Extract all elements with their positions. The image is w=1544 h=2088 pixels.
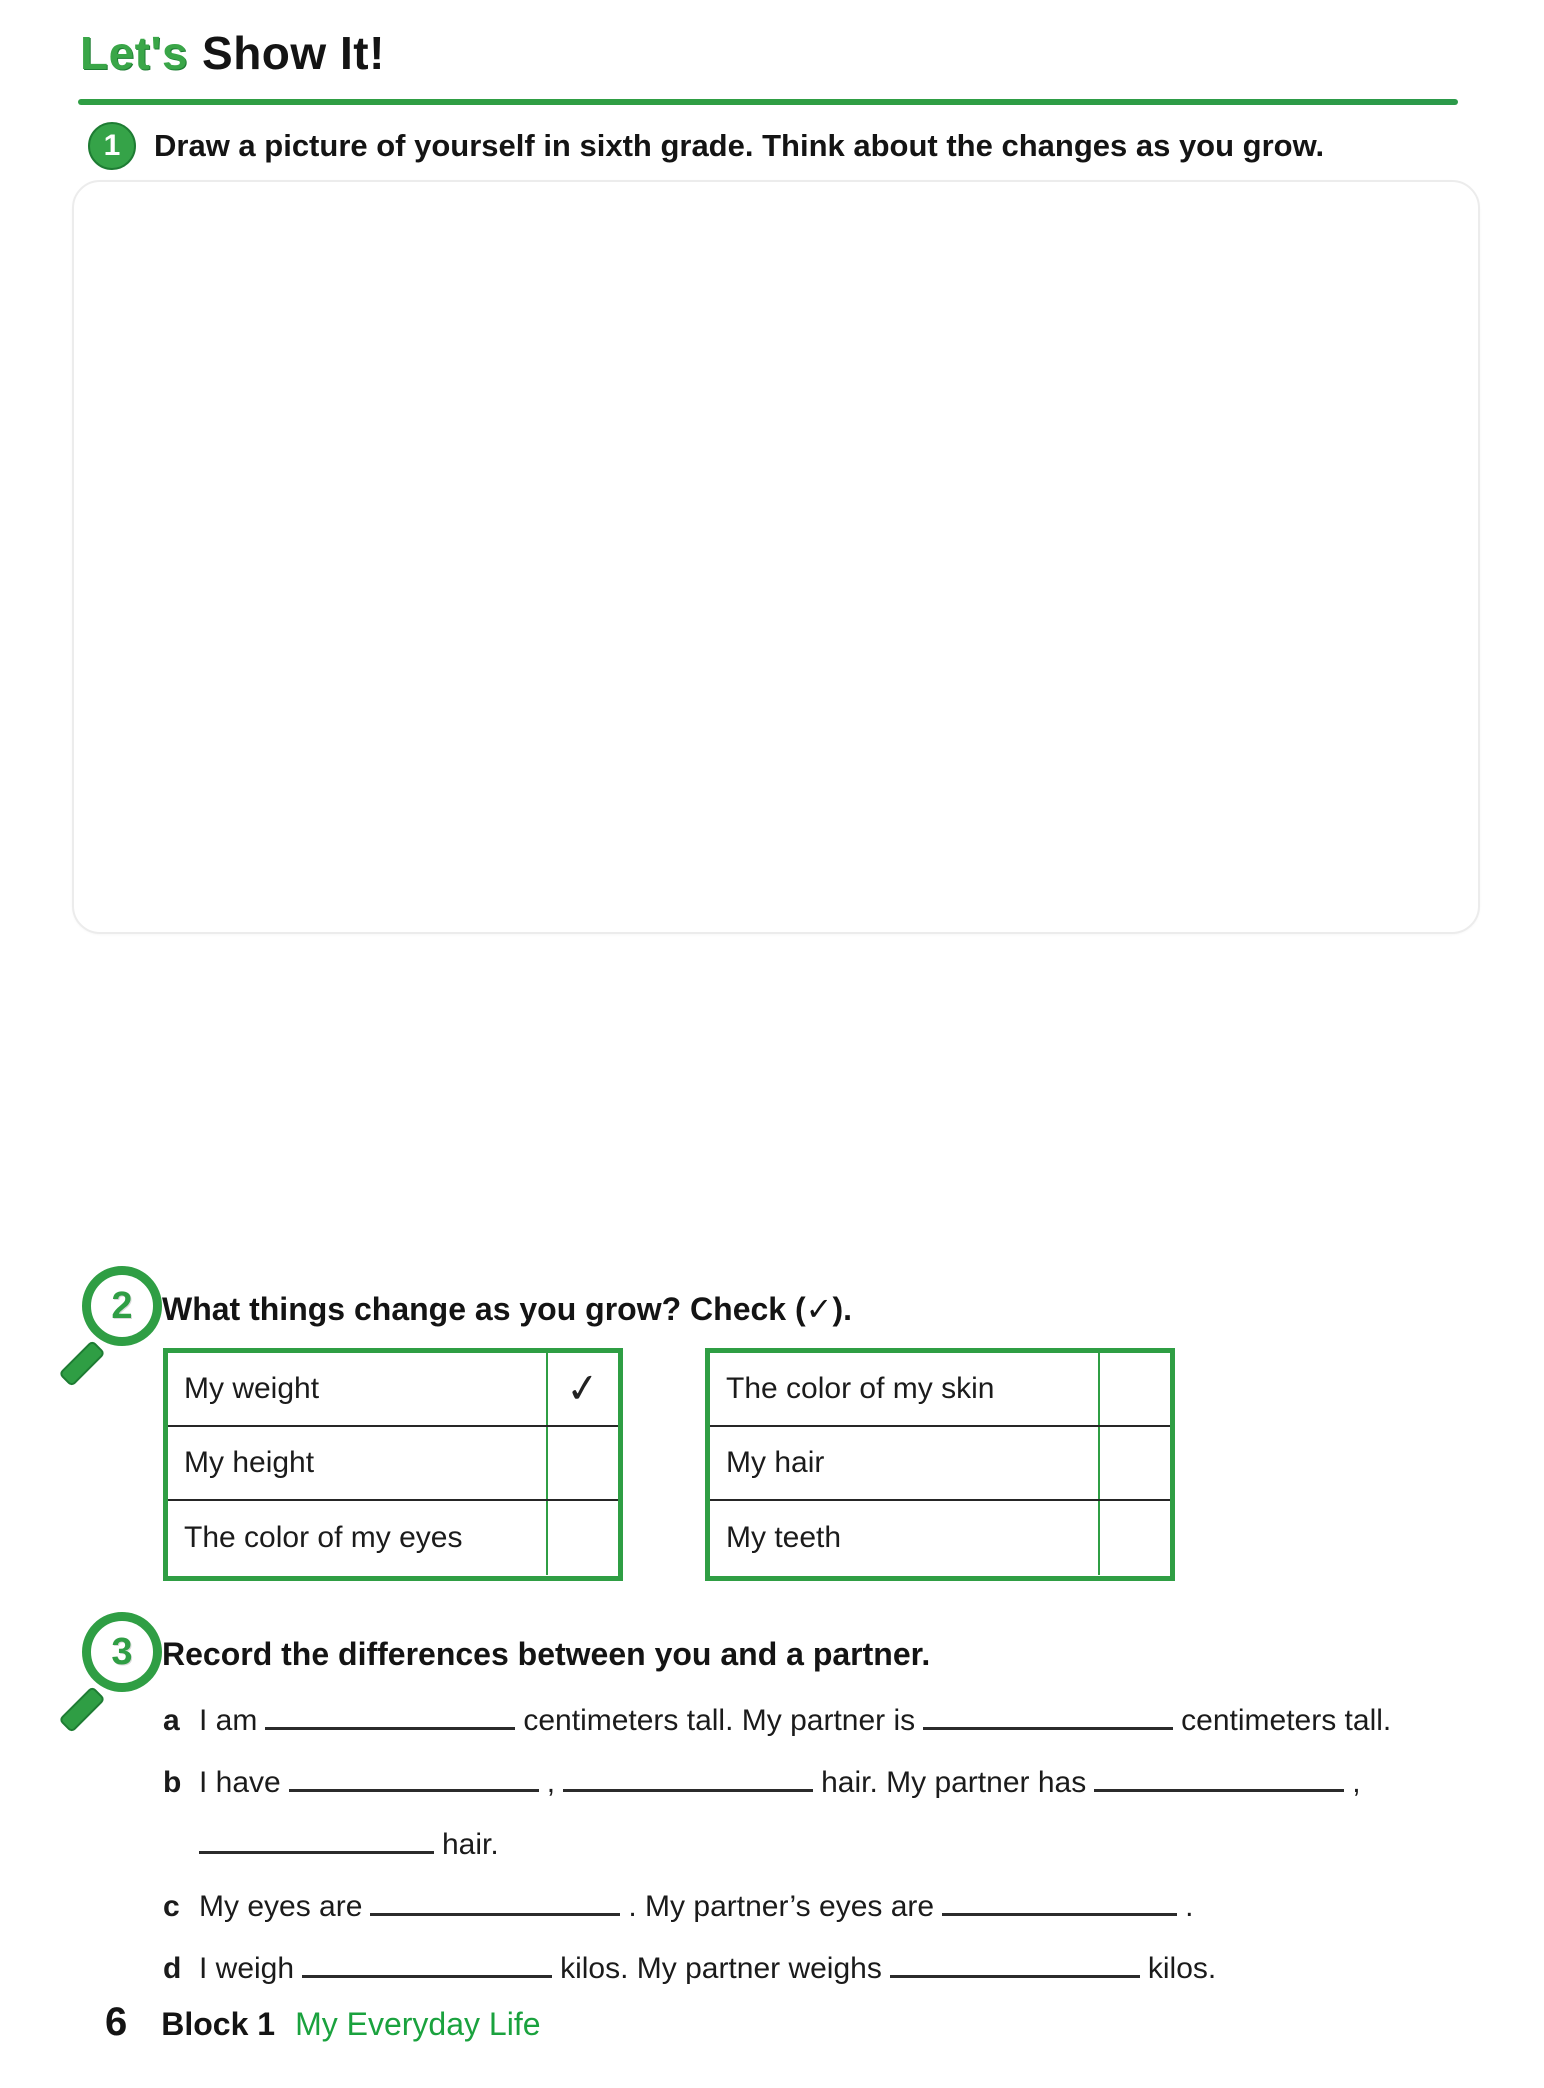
item-text: centimeters tall. My partner is [523,1704,916,1737]
exercise-2-instruction: What things change as you grow? Check (✓). [162,1291,852,1327]
block-label: Block 1 [161,2006,276,2042]
row-label: The color of my skin [726,1372,995,1405]
item-text: . [1185,1890,1194,1923]
magnifier-handle [58,1340,105,1387]
item-text: . My partner’s eyes are [628,1890,935,1923]
checkbox-cell[interactable] [1098,1427,1170,1499]
table-row [710,1427,1170,1501]
fill-blank[interactable] [942,1880,1177,1916]
table-row [710,1501,1170,1575]
row-label: The color of my eyes [184,1521,463,1554]
exercise-1-instruction: Draw a picture of yourself in sixth grade. Think about the changes as you grow. [154,128,1325,163]
item-text: I have [199,1766,281,1799]
exercise-3-items [163,1694,1508,2004]
fill-blank[interactable] [563,1756,813,1792]
exercise-1-number-badge [88,122,136,170]
exercise-1-number: 1 [103,129,121,162]
item-text: My eyes are [199,1890,363,1923]
item-text: centimeters tall. [1181,1704,1392,1737]
item-text: , [546,1766,556,1799]
item-c [163,1880,1508,1934]
fill-blank[interactable] [302,1942,552,1978]
change-checklist-left [163,1348,623,1581]
fill-blank[interactable] [370,1880,620,1916]
table-row [168,1353,618,1427]
page-title-accent: Let's [80,27,189,79]
row-label: My teeth [726,1521,842,1554]
checkbox-cell[interactable] [546,1427,618,1499]
fill-blank[interactable] [289,1756,539,1792]
fill-blank[interactable] [265,1694,515,1730]
fill-blank[interactable] [1094,1756,1344,1792]
block-title: My Everyday Life [295,2006,541,2042]
checkbox-cell[interactable] [546,1353,618,1425]
exercise-3-instruction: Record the differences between you and a partner. [162,1636,931,1672]
item-letter: b [163,1766,182,1799]
magnifier-handle [58,1686,105,1733]
item-text: kilos. [1147,1952,1217,1985]
magnifier-lens [82,1612,162,1692]
item-text: hair. [442,1828,499,1861]
page-title-rest: Show It! [202,27,385,79]
item-b-line2 [163,1818,1508,1872]
table-row [168,1427,618,1501]
fill-blank[interactable] [923,1694,1173,1730]
page-number: 6 [105,2000,128,2044]
item-text: hair. My partner has [821,1766,1087,1799]
item-text: , [1352,1766,1361,1799]
checkbox-cell[interactable] [1098,1353,1170,1425]
checkbox-cell[interactable] [1098,1501,1170,1575]
row-label: My hair [726,1446,825,1479]
change-checklist-right [705,1348,1175,1581]
exercise-3-number: 3 [111,1630,133,1673]
checkbox-cell[interactable] [546,1501,618,1575]
row-label: My weight [184,1372,320,1405]
table-row [710,1353,1170,1427]
row-label: My height [184,1446,315,1479]
item-letter: a [163,1704,180,1737]
fill-blank[interactable] [890,1942,1140,1978]
magnifier-lens [82,1266,162,1346]
item-text: I am [199,1704,258,1737]
check-icon: ✓ [563,1364,603,1414]
drawing-area[interactable] [72,180,1480,934]
item-d [163,1942,1508,1996]
item-text: kilos. My partner weighs [560,1952,882,1985]
page-footer [105,2000,541,2045]
exercise-2-number: 2 [111,1284,133,1327]
item-text: I weigh [199,1952,295,1985]
item-letter: d [163,1952,182,1985]
page-title [80,26,385,80]
table-row [168,1501,618,1575]
item-b [163,1756,1508,1810]
header-underline [78,99,1458,105]
fill-blank[interactable] [199,1818,434,1854]
item-letter: c [163,1890,180,1923]
item-a [163,1694,1508,1748]
